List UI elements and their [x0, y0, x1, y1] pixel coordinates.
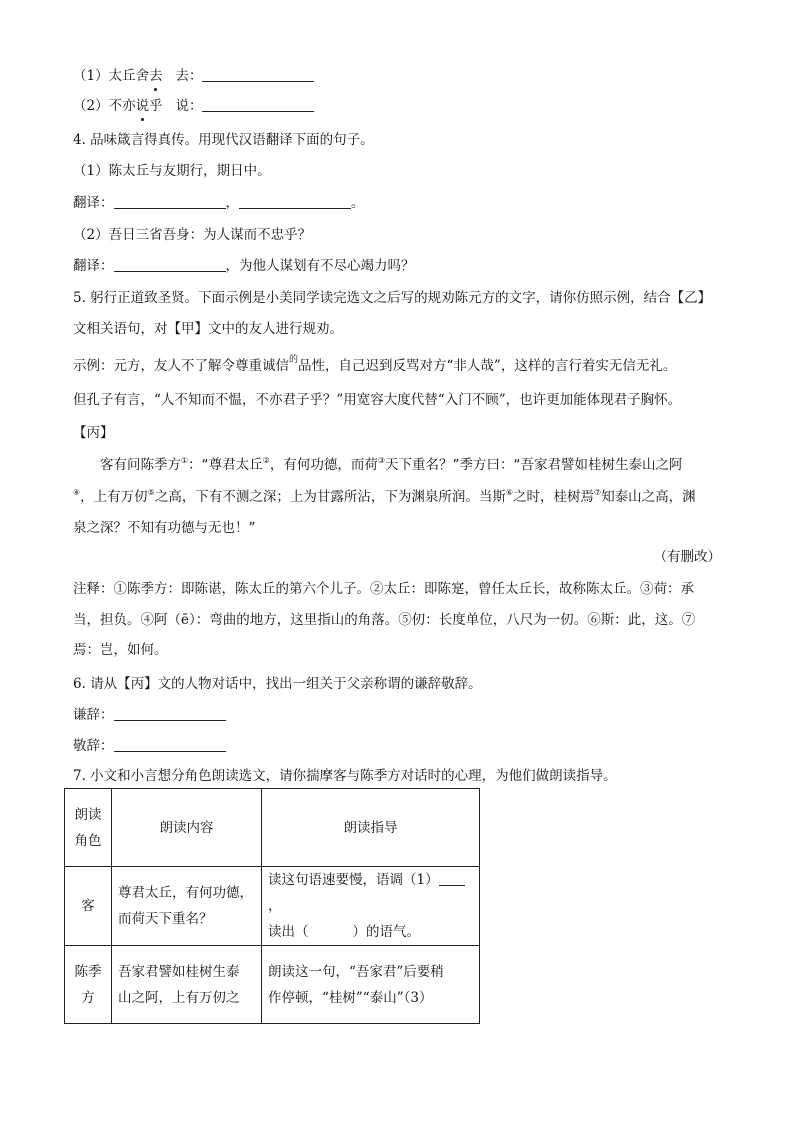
answer-blank[interactable]	[439, 871, 465, 886]
row-role: 陈季 方	[65, 946, 112, 1024]
passage-bing-header: 【丙】	[73, 425, 114, 441]
notes-line-2: 当，担负。④阿（ē）：弯曲的地方，这里指山的角落。⑤仞：长度单位，八尺为一仞。⑥斯：此，这。⑦	[73, 612, 696, 628]
q3-item-2: （2）不亦说乎 说：	[73, 96, 314, 116]
header-content: 朗读内容	[112, 789, 262, 867]
q3-item-1: （1）太丘舍去 去：	[73, 66, 314, 86]
q6-honor: 敬辞：	[73, 736, 226, 756]
q4-translation-1: 翻译： ， 。	[73, 195, 365, 211]
row-guide: 读这句语速要慢，语调（1）， 读出（ ）的语气。	[262, 867, 480, 946]
q5-example-1: 示例：元方，友人不了解令尊重诚信$^的$品性，自己迟到反骂对方“非人哉”，这样的言行着实无信无礼。	[73, 355, 677, 374]
q4-sentence-1: （1）陈太丘与友期行，期日中。	[73, 163, 271, 179]
answer-blank[interactable]	[114, 257, 226, 272]
row-role: 客	[65, 867, 112, 946]
header-guide: 朗读指导	[262, 789, 480, 867]
emphasis-dot-char: 说	[135, 98, 150, 114]
passage-line-1: 客有问陈季方①：“尊君太丘②，有何功德，而荷③天下重名？”季方曰：“吾家君譬如桂树生泰山之阿	[100, 456, 683, 473]
row-content: 尊君太丘，有何功德， 而荷天下重名？	[112, 867, 262, 946]
answer-blank[interactable]	[114, 194, 226, 209]
answer-blank[interactable]	[114, 737, 226, 752]
answer-blank[interactable]	[202, 67, 314, 82]
q6-humble: 谦辞：	[73, 705, 226, 725]
row-guide: 朗读这一句，“吾家君”后要稍 作停顿，“桂树”“泰山”（3）	[262, 946, 480, 1024]
passage-source: （有删改）	[653, 549, 721, 565]
q6-title: 6. 请从【丙】文的人物对话中，找出一组关于父亲称谓的谦辞敬辞。	[73, 676, 482, 692]
emphasis-dot-char: 去	[149, 68, 163, 84]
answer-blank[interactable]	[239, 194, 351, 209]
header-role: 朗读 角色	[65, 789, 112, 867]
answer-blank[interactable]	[114, 706, 226, 721]
q7-title: 7. 小文和小言想分角色朗读选文，请你揣摩客与陈季方对话时的心理，为他们做朗读指导。	[73, 768, 617, 784]
notes-line-3: 焉：岂，如何。	[73, 642, 168, 658]
q5-line-2: 文相关语句，对【甲】文中的友人进行规劝。	[73, 321, 343, 337]
answer-blank[interactable]	[202, 97, 314, 112]
passage-line-3: 泉之深？不知有功德与无也！”	[73, 520, 256, 536]
row-content: 吾家君譬如桂树生泰 山之阿，上有万仞之	[112, 946, 262, 1024]
q5-example-2: 但孔子有言，“人不知而不愠，不亦君子乎？”用宽容大度代替“入门不顾”，也许更加能体现君子胸怀。	[73, 392, 682, 408]
table-header-row	[65, 789, 480, 867]
table-row	[65, 867, 480, 946]
table-row	[65, 946, 480, 1024]
q5-line-1: 5. 躬行正道致圣贤。下面示例是小美同学读完选文之后写的规劝陈元方的文字，请你仿照示例，结合【乙】	[73, 290, 712, 306]
q4-translation-2: 翻译： ，为他人谋划有不尽心竭力吗？	[73, 258, 415, 274]
reading-guide-table	[64, 788, 480, 1024]
notes-line-1: 注释：①陈季方：即陈谌，陈太丘的第六个儿子。②太丘：即陈寔，曾任太丘长，故称陈太丘。③荷：承	[73, 581, 694, 597]
passage-line-2: ④，上有万仞⑤之高，下有不测之深；上为甘露所沾，下为渊泉所润。当斯⑥之时，桂树焉⑦知泰山之高，渊	[73, 488, 696, 505]
q4-sentence-2: （2）吾日三省吾身：为人谋而不忠乎？	[73, 227, 312, 243]
q4-title: 4. 品味箴言得真传。用现代汉语翻译下面的句子。	[73, 132, 374, 148]
